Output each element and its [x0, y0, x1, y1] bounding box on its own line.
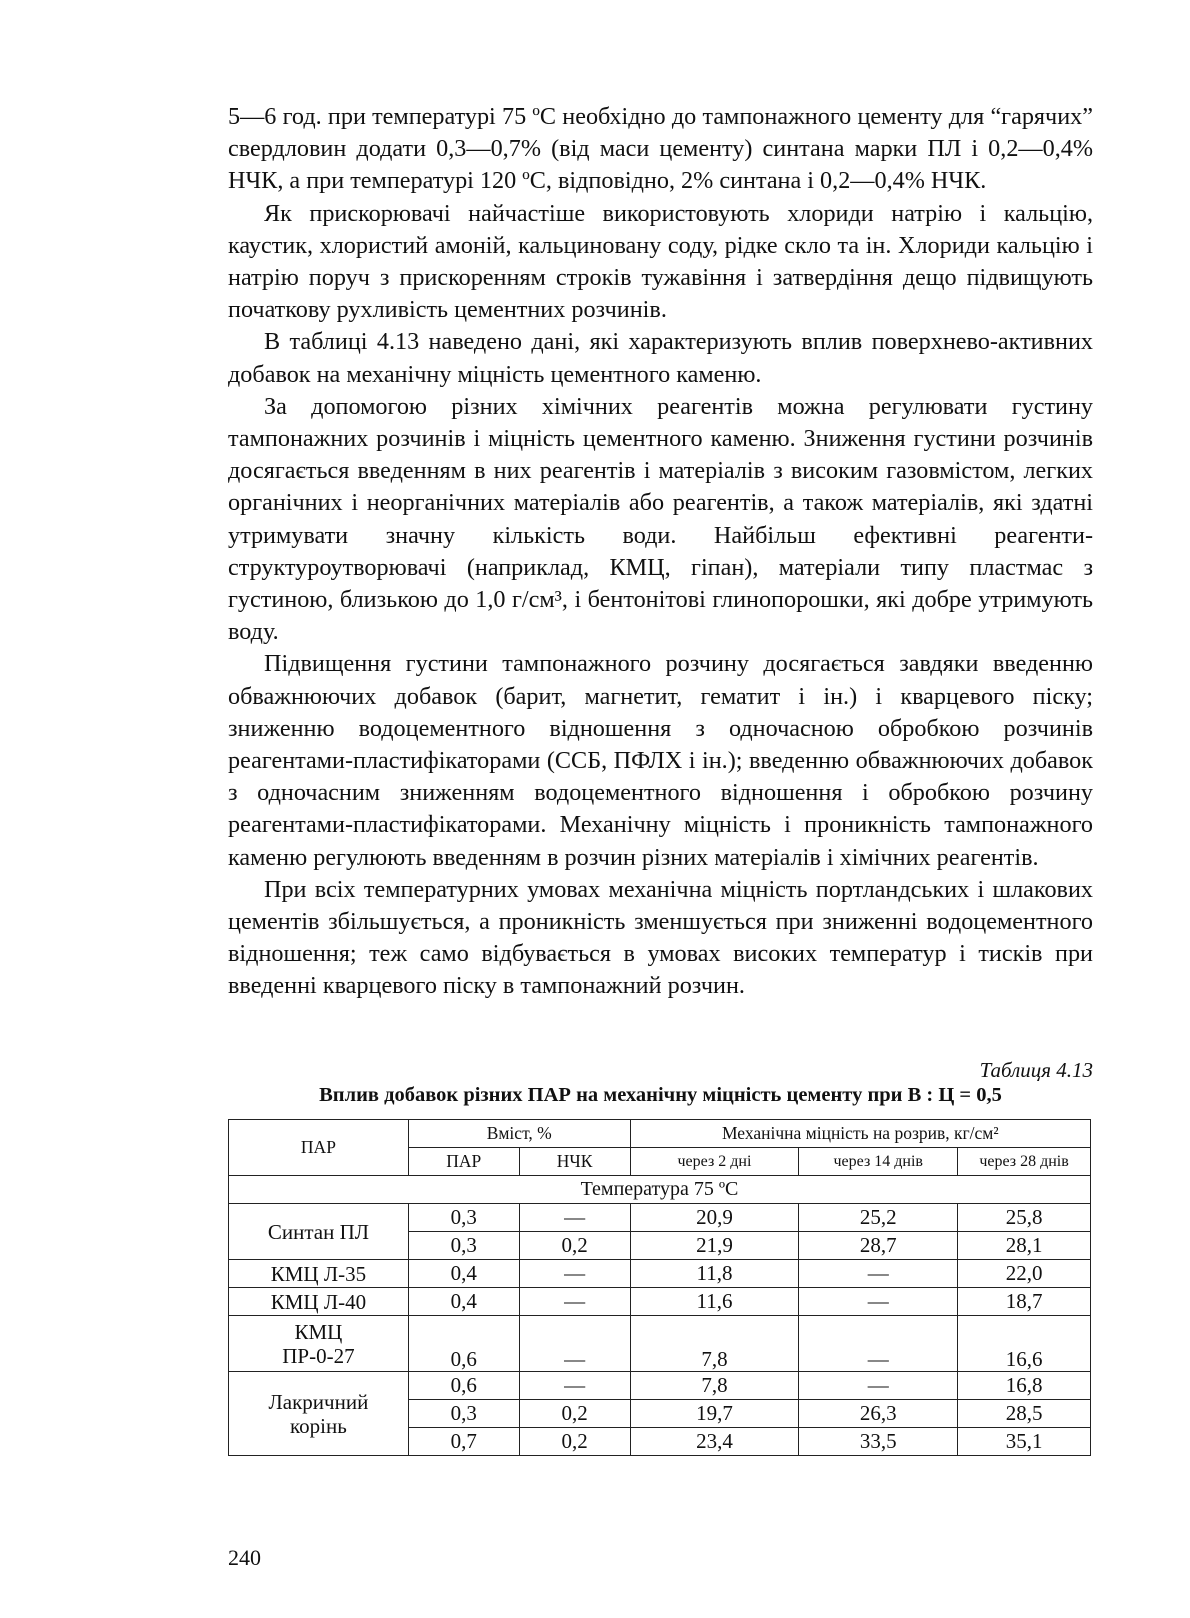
- temperature-label: Температура 75 ºС: [229, 1176, 1091, 1204]
- cell-nchk: —: [519, 1204, 630, 1232]
- cell-28-days: 35,1: [958, 1428, 1091, 1456]
- cell-14-days: 28,7: [799, 1232, 958, 1260]
- row-group-name: [229, 1372, 409, 1456]
- cell-14-days: —: [799, 1288, 958, 1316]
- paragraph-1: 5—6 год. при температурі 75 ºС необхідно до тампонажного цементу для “гарячих” свердловин додати 0,3—0,7% (від маси цементу) синтана марки ПЛ і 0,2—0,4% НЧК, а при температурі 120 ºС, відповідно, 2% синтана і 0,2—0,4% НЧК.: [228, 103, 1093, 195]
- row-group-name: Синтан ПЛ: [229, 1204, 409, 1260]
- row-group-name-line-1: Лакричний: [268, 1389, 369, 1414]
- subheader-14-days: через 14 днів: [799, 1148, 958, 1176]
- subheader-28-days: через 28 днів: [958, 1148, 1091, 1176]
- cell-14-days: 26,3: [799, 1400, 958, 1428]
- cell-14-days: 33,5: [799, 1428, 958, 1456]
- cell-14-days: —: [799, 1260, 958, 1288]
- table-row: [229, 1260, 1091, 1288]
- row-group-name-line-2: ПР-0-27: [282, 1343, 355, 1368]
- cell-28-days: 25,8: [958, 1204, 1091, 1232]
- cell-par: 0,4: [408, 1288, 519, 1316]
- table-header-row-1: [229, 1120, 1091, 1148]
- cell-2-days: 19,7: [630, 1400, 799, 1428]
- subheader-nchk: НЧК: [519, 1148, 630, 1176]
- cell-par: 0,6: [408, 1372, 519, 1400]
- row-group-name: КМЦ Л-40: [229, 1288, 409, 1316]
- paragraph-2: Як прискорювачі найчастіше використовують хлориди натрію і кальцію, каустик, хлористий амоній, кальциновану соду, рідке скло та ін. Хлориди кальцію і натрію поруч з прискоренням строків тужавіння і затвердіння дещо підвищують початкову рухливість цементних розчинів.: [228, 199, 1093, 324]
- cell-14-days: —: [799, 1372, 958, 1400]
- paragraph-6: При всіх температурних умовах механічна міцність портландських і шлакових цементів збільшується, а проникність зменшується при зниженні водоцементного відношення; теж само відбувається в умовах високих температур і тисків при введенні кварцевого піску в тампонажний розчин.: [228, 875, 1093, 1000]
- paragraph-3: В таблиці 4.13 наведено дані, які характеризують вплив поверхнево-активних добавок на механічну міцність цементного каменю.: [228, 328, 1093, 388]
- cell-nchk: 0,2: [519, 1400, 630, 1428]
- cell-2-days: 23,4: [630, 1428, 799, 1456]
- cell-nchk: —: [519, 1288, 630, 1316]
- table-row: [229, 1288, 1091, 1316]
- cell-2-days: 7,8: [630, 1372, 799, 1400]
- header-strength-group: Механічна міцність на розрив, кг/см²: [630, 1120, 1090, 1148]
- cell-2-days: 21,9: [630, 1232, 799, 1260]
- cell-28-days: 28,5: [958, 1400, 1091, 1428]
- paragraph-5: Підвищення густини тампонажного розчину досягається завдяки введенню обважнюючих добавок (барит, магнетит, гематит і ін.) і кварцевого піску; зниженню водоцементного відношення з одночасною обробкою розчинів реагентами-пластифікаторами (ССБ, ПФЛХ і ін.); введенню обважнюючих добавок з одночасним зниженням водоцементного відношення і обробкою розчину реагентами-пластифікаторами. Механічну міцність і проникність тампонажного каменю регулюють введенням в розчин різних матеріалів і хімічних реагентів.: [228, 650, 1093, 871]
- paragraph-4: За допомогою різних хімічних реагентів можна регулювати густину тампонажних розчинів і міцність цементного каменю. Зниження густини розчинів досягається введенням в них реагентів і матеріалів з високим газовмістом, легких органічних і неорганічних матеріалів або реагентів, а також матеріалів, які здатні утримувати значну кількість води. Найбільш ефективні реагенти-структуроутворювачі (наприклад, КМЦ, гіпан), матеріали типу пластмас з густиною, близькою до 1,0 г/см³, і бентонітові глинопорошки, які добре утримують воду.: [228, 392, 1093, 646]
- row-group-name: [229, 1316, 409, 1372]
- cell-2-days: 7,8: [630, 1316, 799, 1372]
- cell-28-days: 28,1: [958, 1232, 1091, 1260]
- temperature-row: [229, 1176, 1091, 1204]
- page-number: 240: [228, 1545, 261, 1570]
- cell-14-days: 25,2: [799, 1204, 958, 1232]
- cell-par: 0,4: [408, 1260, 519, 1288]
- cell-28-days: 16,8: [958, 1372, 1091, 1400]
- cell-nchk: —: [519, 1260, 630, 1288]
- body-text: [228, 101, 1093, 1003]
- cell-2-days: 20,9: [630, 1204, 799, 1232]
- row-group-name-line-2: корінь: [290, 1413, 347, 1438]
- subheader-par: ПАР: [408, 1148, 519, 1176]
- row-group-name-line-1: КМЦ: [294, 1319, 343, 1344]
- data-table: [228, 1119, 1091, 1456]
- row-group-name: КМЦ Л-35: [229, 1260, 409, 1288]
- table-row: [229, 1372, 1091, 1400]
- cell-nchk: —: [519, 1316, 630, 1372]
- table-title: Вплив добавок різних ПАР на механічну міцність цементу при В : Ц = 0,5: [319, 1084, 1002, 1106]
- table-row: [229, 1316, 1091, 1372]
- subheader-2-days: через 2 дні: [630, 1148, 799, 1176]
- cell-nchk: 0,2: [519, 1232, 630, 1260]
- cell-par: 0,6: [408, 1316, 519, 1372]
- header-par: ПАР: [229, 1120, 409, 1176]
- cell-nchk: 0,2: [519, 1428, 630, 1456]
- cell-2-days: 11,6: [630, 1288, 799, 1316]
- table-row: [229, 1204, 1091, 1232]
- cell-28-days: 22,0: [958, 1260, 1091, 1288]
- cell-par: 0,3: [408, 1204, 519, 1232]
- table-number: Таблиця 4.13: [979, 1058, 1093, 1082]
- cell-nchk: —: [519, 1372, 630, 1400]
- cell-par: 0,7: [408, 1428, 519, 1456]
- cell-par: 0,3: [408, 1232, 519, 1260]
- cell-2-days: 11,8: [630, 1260, 799, 1288]
- cell-28-days: 16,6: [958, 1316, 1091, 1372]
- cell-par: 0,3: [408, 1400, 519, 1428]
- cell-28-days: 18,7: [958, 1288, 1091, 1316]
- header-content-group: Вміст, %: [408, 1120, 630, 1148]
- cell-14-days: —: [799, 1316, 958, 1372]
